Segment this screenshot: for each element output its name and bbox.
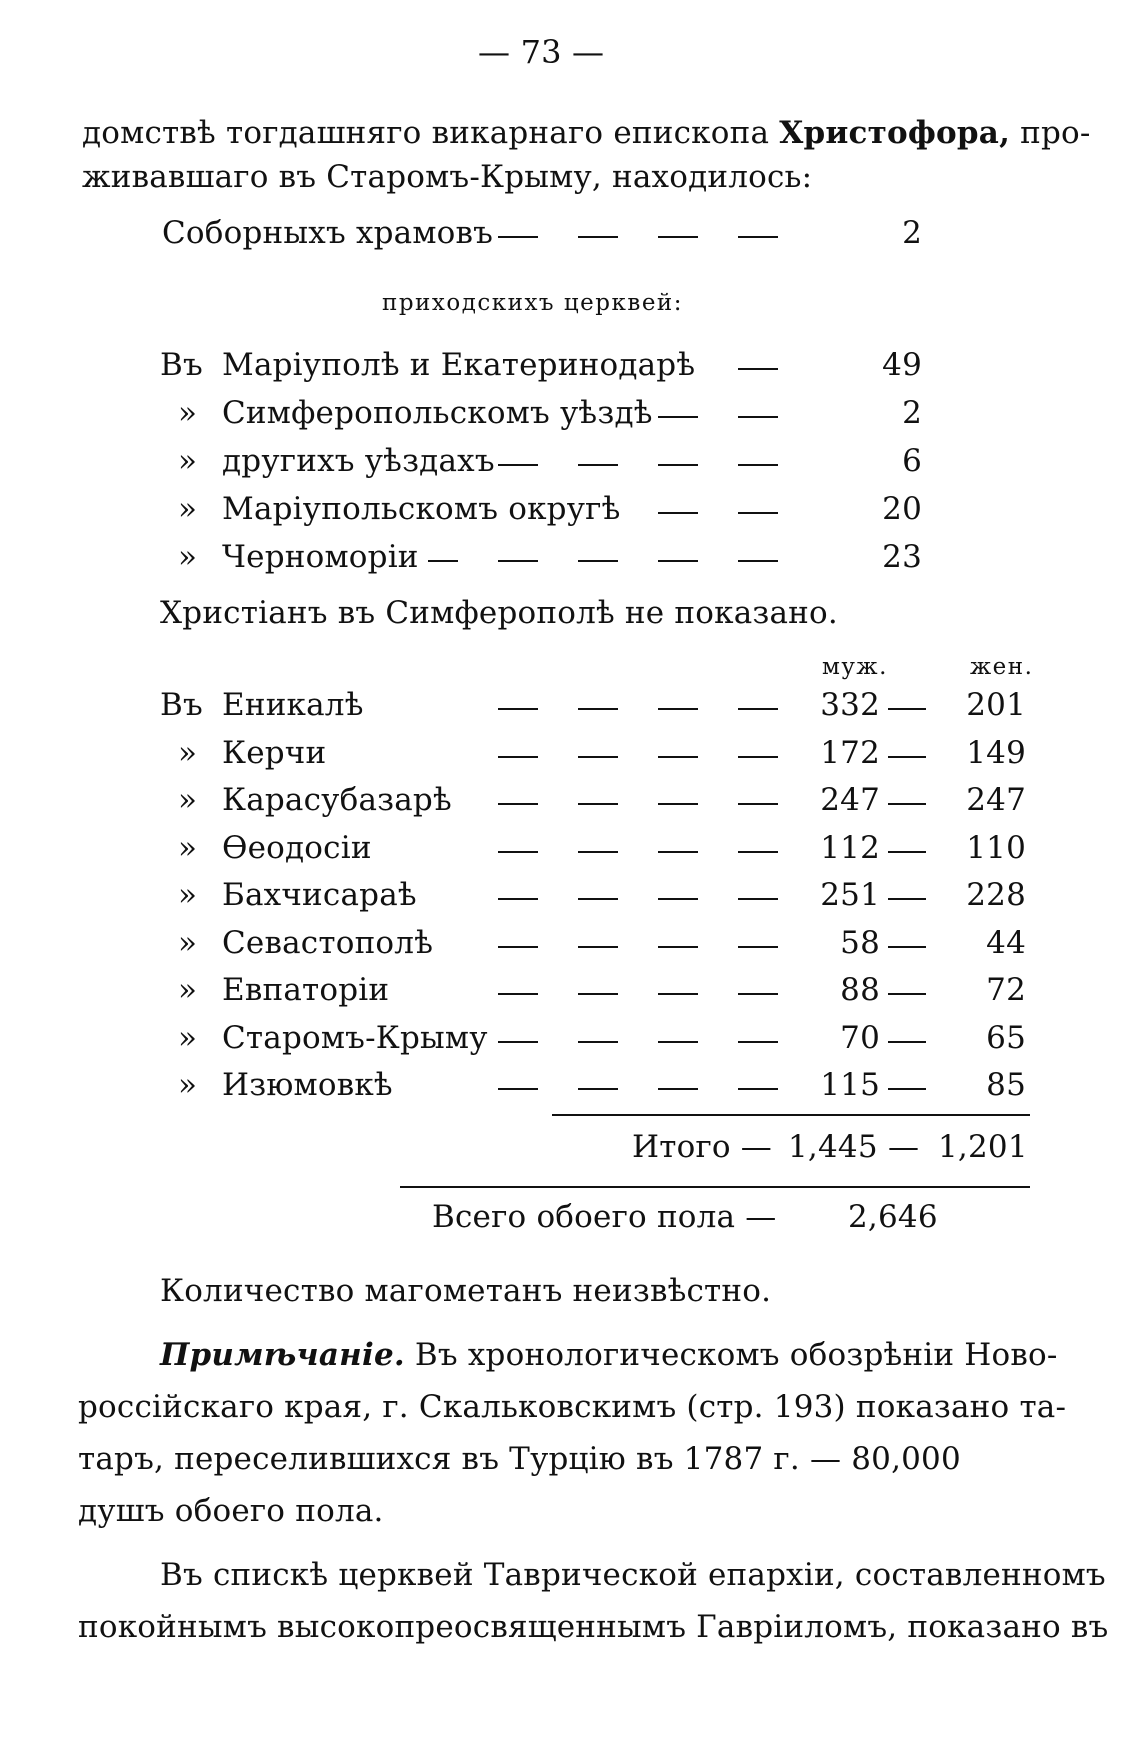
leader-dash [658, 993, 698, 995]
leader-dash [578, 708, 618, 710]
final-line-1: Въ спискѣ церквей Таврической епархіи, составленномъ [160, 1557, 1106, 1593]
mohammedans-note: Количество магометанъ неизвѣстно. [160, 1273, 772, 1309]
row-label: Керчи [222, 735, 327, 771]
leader-dash [738, 416, 778, 418]
grand-total-value: 2,646 [848, 1199, 938, 1235]
row-label: Севастополѣ [222, 925, 434, 961]
value-separator [888, 946, 926, 948]
leader-dash [738, 1041, 778, 1043]
leader-dash [658, 464, 698, 466]
leader-dash [658, 946, 698, 948]
leader-dash [498, 993, 538, 995]
row-label: Симферопольскомъ уѣздѣ [222, 395, 653, 431]
row-female: 72 [986, 972, 1026, 1008]
leader-dash [498, 898, 538, 900]
row-prefix: » [178, 782, 198, 818]
col-header-male: муж. [822, 654, 888, 680]
cathedrals-value: 2 [902, 215, 922, 251]
row-prefix: » [178, 491, 198, 527]
note-line-2: россійскаго края, г. Скальковскимъ (стр. 193) показано та- [78, 1389, 1067, 1425]
total-label: Итого — [632, 1129, 773, 1165]
row-prefix: Въ [160, 687, 203, 723]
row-prefix: » [178, 735, 198, 771]
row-label: Евпаторіи [222, 972, 390, 1008]
leader-dash [498, 946, 538, 948]
leader-dash [658, 1041, 698, 1043]
row-label: Бахчисараѣ [222, 877, 417, 913]
leader-dash [578, 756, 618, 758]
row-label: Изюмовкѣ [222, 1067, 393, 1103]
leader-dash [498, 756, 538, 758]
total-male: 1,445 [788, 1129, 878, 1165]
row-value: 23 [882, 539, 922, 575]
row-male: 247 [820, 782, 880, 818]
row-prefix: » [178, 539, 198, 575]
row-prefix: » [178, 830, 198, 866]
christians-note: Христіанъ въ Симферополѣ не показано. [160, 595, 838, 631]
leader-dash [498, 1088, 538, 1090]
leader-dash [578, 236, 618, 238]
row-female: 228 [966, 877, 1026, 913]
leader-dash [738, 898, 778, 900]
leader-dash [658, 708, 698, 710]
totals-rule [552, 1114, 1030, 1116]
note-line-1-text: Въ хронологическомъ обозрѣніи Ново- [404, 1337, 1058, 1373]
row-female: 149 [966, 735, 1026, 771]
value-separator [888, 803, 926, 805]
leader-dash [738, 1088, 778, 1090]
row-label: Черноморіи [222, 539, 419, 575]
total-female: 1,201 [938, 1129, 1028, 1165]
row-male: 251 [820, 877, 880, 913]
total-separator: — [888, 1129, 920, 1165]
final-line-2: покойнымъ высокопреосвященнымъ Гавріиломъ, показано въ [78, 1609, 1109, 1645]
parish-heading: приходскихъ церквей: [382, 290, 684, 316]
row-prefix: » [178, 877, 198, 913]
row-female: 201 [966, 687, 1026, 723]
leader-dash [738, 560, 778, 562]
leader-dash [658, 560, 698, 562]
leader-dash [738, 851, 778, 853]
row-prefix: » [178, 443, 198, 479]
leader-dash [578, 851, 618, 853]
leader-dash [578, 464, 618, 466]
page-number: — 73 — [478, 33, 605, 71]
col-header-female: жен. [970, 654, 1034, 680]
value-separator [888, 1088, 926, 1090]
row-male: 58 [840, 925, 880, 961]
leader-dash [578, 1041, 618, 1043]
leader-dash [658, 1088, 698, 1090]
leader-dash [738, 946, 778, 948]
row-male: 172 [820, 735, 880, 771]
leader-dash [658, 416, 698, 418]
row-label: Старомъ-Крыму [222, 1020, 488, 1056]
note-line-3: таръ, переселившихся въ Турцію въ 1787 г. — 80,000 [78, 1441, 961, 1477]
leader-dash [738, 512, 778, 514]
value-separator [888, 851, 926, 853]
row-prefix: » [178, 972, 198, 1008]
row-male: 112 [820, 830, 880, 866]
row-male: 332 [820, 687, 880, 723]
row-female: 44 [986, 925, 1026, 961]
value-separator [888, 898, 926, 900]
intro-line-1-end: про- [1010, 115, 1091, 151]
bishop-name: Христофора, [779, 115, 1011, 151]
row-value: 20 [882, 491, 922, 527]
leader-dash [738, 464, 778, 466]
leader-dash [578, 1088, 618, 1090]
leader-dash [658, 512, 698, 514]
row-female: 65 [986, 1020, 1026, 1056]
leader-dash [738, 993, 778, 995]
leader-dash [658, 851, 698, 853]
row-prefix: » [178, 1067, 198, 1103]
leader-dash [738, 236, 778, 238]
row-label: Карасубазарѣ [222, 782, 452, 818]
row-male: 115 [820, 1067, 880, 1103]
leader-dash [578, 898, 618, 900]
grand-total-label: Всего обоего пола — [432, 1199, 777, 1235]
leader-dash [738, 756, 778, 758]
row-prefix: Въ [160, 347, 203, 383]
leader-dash [658, 898, 698, 900]
row-female: 247 [966, 782, 1026, 818]
note-line-1 [160, 1337, 1058, 1373]
leader-dash [498, 464, 538, 466]
leader-dash [578, 946, 618, 948]
intro-line-1-start: домствѣ тогдашняго викарнаго епископа [82, 115, 780, 151]
leader-dash [658, 236, 698, 238]
row-male: 70 [840, 1020, 880, 1056]
row-label: Маріупольскомъ округѣ [222, 491, 621, 527]
row-label: другихъ уѣздахъ [222, 443, 495, 479]
row-female: 110 [966, 830, 1026, 866]
value-separator [888, 993, 926, 995]
leader-dash [578, 560, 618, 562]
value-separator [888, 708, 926, 710]
value-separator [888, 1041, 926, 1043]
row-female: 85 [986, 1067, 1026, 1103]
row-value: 2 [902, 395, 922, 431]
row-value: 6 [902, 443, 922, 479]
leader-dash [578, 803, 618, 805]
leader-dash [498, 1041, 538, 1043]
row-prefix: » [178, 395, 198, 431]
leader-dash [498, 236, 538, 238]
intro-line-1 [82, 115, 1091, 151]
leader-dash [498, 851, 538, 853]
leader-dash [498, 803, 538, 805]
value-separator [888, 756, 926, 758]
row-label: Маріуполѣ и Екатеринодарѣ [222, 347, 696, 383]
cathedrals-label: Соборныхъ храмовъ [162, 215, 494, 251]
row-label: Ѳеодосіи [222, 830, 372, 866]
leader-dash [658, 803, 698, 805]
row-male: 88 [840, 972, 880, 1008]
leader-dash [738, 368, 778, 370]
leader-dash [738, 708, 778, 710]
leader-dash [428, 560, 458, 562]
leader-dash [498, 708, 538, 710]
leader-dash [658, 756, 698, 758]
leader-dash [498, 560, 538, 562]
leader-dash [738, 803, 778, 805]
note-line-4: душъ обоего пола. [78, 1493, 384, 1529]
note-heading: Примѣчаніе. [160, 1337, 405, 1373]
grand-total-rule [400, 1186, 1030, 1188]
row-prefix: » [178, 1020, 198, 1056]
row-value: 49 [882, 347, 922, 383]
row-prefix: » [178, 925, 198, 961]
intro-line-2: живавшаго въ Старомъ-Крыму, находилось: [82, 159, 813, 195]
leader-dash [578, 993, 618, 995]
row-label: Еникалѣ [222, 687, 364, 723]
